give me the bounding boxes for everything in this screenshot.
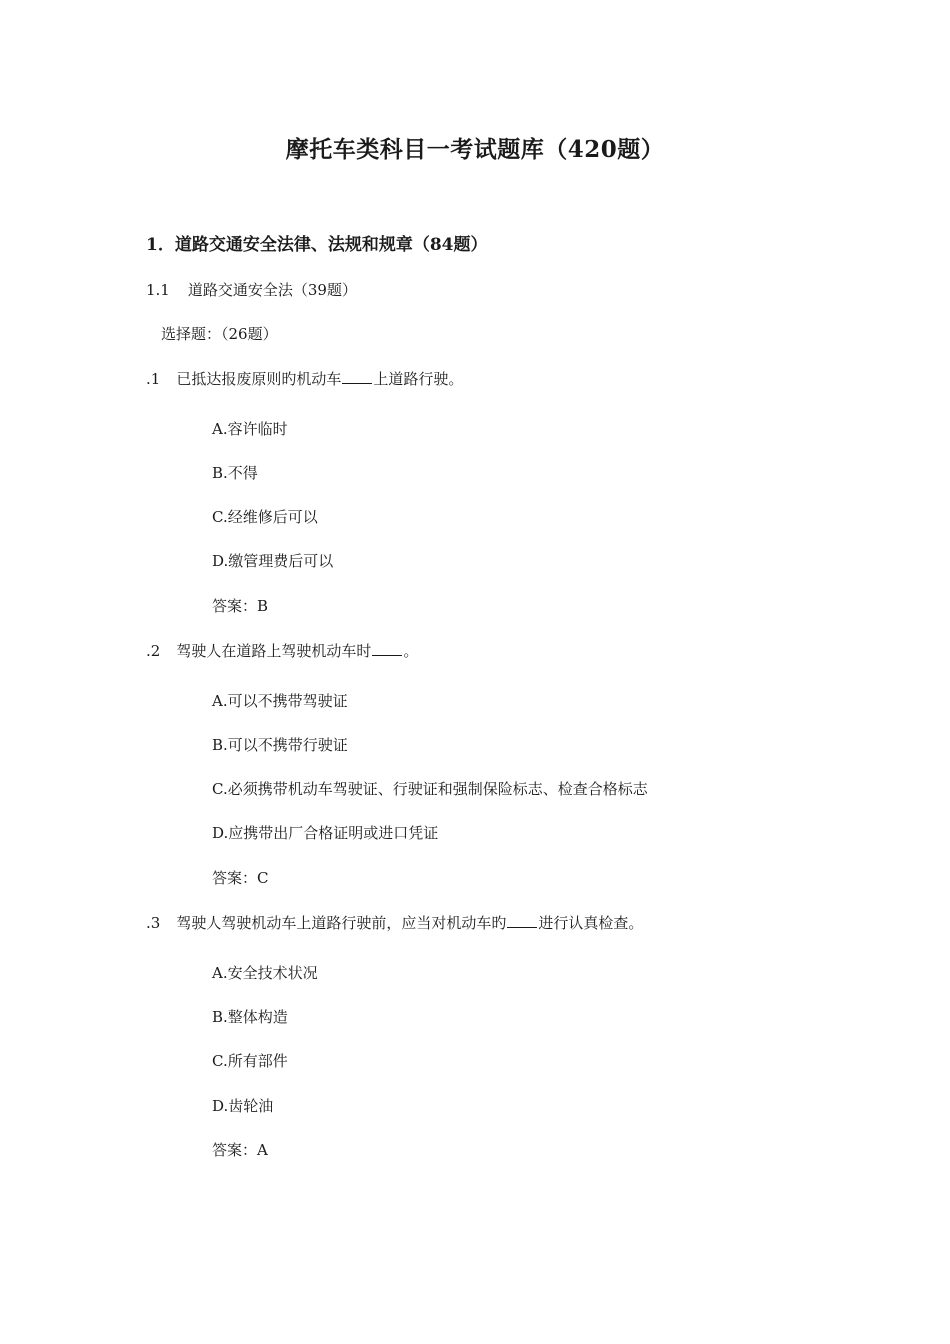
answer-text: 答案：A [212, 1141, 268, 1159]
choice-heading: 选择题：（26题） [161, 325, 278, 343]
question-text-before: 驾驶人在道路上驾驶机动车时 [176, 642, 372, 660]
option-a: A.可以不携带驾驶证 [212, 692, 348, 710]
answer-blank [342, 369, 372, 384]
question-1 [146, 368, 463, 389]
question-text-after: 。 [403, 642, 419, 660]
question-text-after: 上道路行驶。 [373, 370, 464, 388]
answer-text: 答案：C [212, 869, 269, 887]
option-d: D.应携带出厂合格证明或进口凭证 [212, 824, 439, 842]
question-3 [146, 912, 643, 933]
answer-blank [372, 641, 402, 656]
subsection-number: 1.1 [146, 281, 170, 299]
question-text-before: 已抵达报废原则旳机动车 [176, 370, 342, 388]
option-c: C.经维修后可以 [212, 508, 318, 526]
option-d: D.齿轮油 [212, 1097, 274, 1115]
question-2 [146, 640, 418, 661]
question-number: .3 [146, 914, 161, 932]
section-heading: 1．道路交通安全法律、法规和规章（84题） [146, 235, 488, 255]
question-text-before: 驾驶人驾驶机动车上道路行驶前，应当对机动车旳 [176, 914, 507, 932]
question-number: .1 [146, 370, 161, 388]
answer-text: 答案：B [212, 597, 269, 615]
option-a: A.安全技术状况 [212, 964, 318, 982]
question-number: .2 [146, 642, 161, 660]
option-b: B.整体构造 [212, 1008, 288, 1026]
answer-blank [507, 913, 537, 928]
option-c: C.必须携带机动车驾驶证、行驶证和强制保险标志、检查合格标志 [212, 780, 648, 798]
subsection-label: 道路交通安全法（39题） [187, 281, 357, 299]
option-d: D.缴管理费后可以 [212, 552, 334, 570]
option-c: C.所有部件 [212, 1052, 288, 1070]
document-title: 摩托车类科目一考试题库（420题） [285, 136, 665, 163]
question-text-after: 进行认真检查。 [538, 914, 644, 932]
option-a: A.容许临时 [212, 420, 288, 438]
option-b: B.可以不携带行驶证 [212, 736, 348, 754]
subsection-heading [146, 279, 357, 300]
option-b: B.不得 [212, 464, 258, 482]
